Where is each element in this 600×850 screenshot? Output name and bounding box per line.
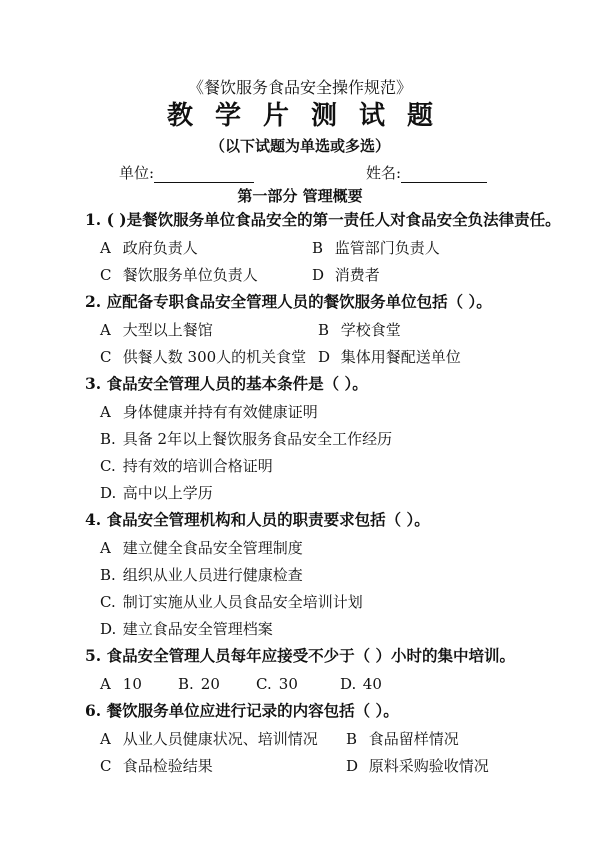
q6-option-b bbox=[346, 729, 459, 749]
q6-option-d bbox=[346, 756, 489, 776]
option-letter: D bbox=[346, 757, 359, 775]
page-title: 教学片测试题 bbox=[166, 101, 455, 131]
option-letter: C bbox=[100, 266, 112, 284]
option-text: 食品检验结果 bbox=[122, 757, 213, 775]
option-text: 10 bbox=[122, 675, 142, 693]
option-letter: D. bbox=[340, 675, 357, 693]
option-letter: C. bbox=[100, 457, 116, 475]
document-subtitle: 《餐饮服务食品安全操作规范》 bbox=[187, 78, 412, 97]
unit-blank-line bbox=[154, 168, 254, 183]
q6-option-a bbox=[100, 729, 318, 749]
question-3: 3. 食品安全管理人员的基本条件是（ ）。 bbox=[85, 374, 368, 393]
option-letter: C. bbox=[256, 675, 272, 693]
option-text: 制订实施从业人员食品安全培训计划 bbox=[122, 593, 363, 611]
option-text: 40 bbox=[362, 675, 382, 693]
option-text: 建立健全食品安全管理制度 bbox=[122, 539, 303, 557]
instructions-note: （以下试题为单选或多选） bbox=[209, 137, 390, 155]
q3-option-c bbox=[100, 456, 273, 476]
option-text: 高中以上学历 bbox=[122, 484, 213, 502]
option-text: 从业人员健康状况、培训情况 bbox=[122, 730, 318, 748]
option-text: 学校食堂 bbox=[340, 321, 401, 339]
q5-option-c bbox=[256, 674, 298, 694]
option-letter: C bbox=[100, 348, 112, 366]
option-letter: C. bbox=[100, 593, 116, 611]
option-text: 组织从业人员进行健康检查 bbox=[122, 566, 303, 584]
q1-option-a bbox=[100, 238, 198, 258]
option-text: 具备 2年以上餐饮服务食品安全工作经历 bbox=[122, 430, 393, 448]
option-letter: D. bbox=[100, 484, 117, 502]
name-label: 姓名: bbox=[366, 164, 402, 182]
option-text: 30 bbox=[278, 675, 298, 693]
option-letter: D. bbox=[100, 620, 117, 638]
option-text: 食品留样情况 bbox=[368, 730, 459, 748]
option-text: 供餐人数 300人的机关食堂 bbox=[122, 348, 307, 366]
option-text: 监管部门负责人 bbox=[334, 239, 440, 257]
option-text: 持有效的培训合格证明 bbox=[122, 457, 273, 475]
option-text: 消费者 bbox=[334, 266, 380, 284]
q2-option-b bbox=[318, 320, 401, 340]
q1-option-d bbox=[312, 265, 380, 285]
option-text: 20 bbox=[200, 675, 220, 693]
q3-option-a bbox=[100, 402, 318, 422]
option-letter: A bbox=[100, 675, 111, 693]
option-letter: B bbox=[346, 730, 358, 748]
option-text: 建立食品安全管理档案 bbox=[122, 620, 273, 638]
unit-field bbox=[119, 163, 254, 183]
option-letter: A bbox=[100, 403, 111, 421]
q3-option-d bbox=[100, 483, 213, 503]
option-letter: B. bbox=[100, 566, 116, 584]
option-letter: B bbox=[312, 239, 324, 257]
option-text: 集体用餐配送单位 bbox=[340, 348, 461, 366]
q3-option-b bbox=[100, 429, 392, 449]
option-text: 政府负责人 bbox=[122, 239, 198, 257]
q1-option-b bbox=[312, 238, 440, 258]
question-2: 2. 应配备专职食品安全管理人员的餐饮服务单位包括（ ）。 bbox=[85, 292, 492, 311]
name-blank-line bbox=[401, 168, 487, 183]
q4-option-a bbox=[100, 538, 303, 558]
q2-option-d bbox=[318, 347, 461, 367]
option-letter: B. bbox=[178, 675, 194, 693]
q5-option-a bbox=[100, 674, 142, 694]
question-6: 6. 餐饮服务单位应进行记录的内容包括（ ）。 bbox=[85, 701, 399, 720]
section-heading: 第一部分 管理概要 bbox=[237, 187, 363, 205]
option-letter: C bbox=[100, 757, 112, 775]
option-letter: A bbox=[100, 539, 111, 557]
option-letter: B bbox=[318, 321, 330, 339]
option-letter: B. bbox=[100, 430, 116, 448]
option-letter: A bbox=[100, 730, 111, 748]
q2-option-c bbox=[100, 347, 306, 367]
option-letter: A bbox=[100, 239, 111, 257]
q2-option-a bbox=[100, 320, 213, 340]
q6-option-c bbox=[100, 756, 213, 776]
q5-option-b bbox=[178, 674, 220, 694]
name-field bbox=[366, 163, 487, 183]
option-text: 大型以上餐馆 bbox=[122, 321, 213, 339]
question-4: 4. 食品安全管理机构和人员的职责要求包括（ ）。 bbox=[85, 510, 430, 529]
option-letter: D bbox=[318, 348, 331, 366]
q4-option-d bbox=[100, 619, 273, 639]
option-letter: A bbox=[100, 321, 111, 339]
q5-option-d bbox=[340, 674, 382, 694]
option-letter: D bbox=[312, 266, 325, 284]
q4-option-c bbox=[100, 592, 363, 612]
option-text: 原料采购验收情况 bbox=[368, 757, 489, 775]
unit-label: 单位: bbox=[119, 164, 155, 182]
option-text: 身体健康并持有有效健康证明 bbox=[122, 403, 318, 421]
question-5: 5. 食品安全管理人员每年应接受不少于（ ）小时的集中培训。 bbox=[85, 646, 515, 665]
question-1: 1. ( )是餐饮服务单位食品安全的第一责任人对食品安全负法律责任。 bbox=[85, 210, 561, 229]
option-text: 餐饮服务单位负责人 bbox=[122, 266, 258, 284]
q4-option-b bbox=[100, 565, 303, 585]
q1-option-c bbox=[100, 265, 258, 285]
